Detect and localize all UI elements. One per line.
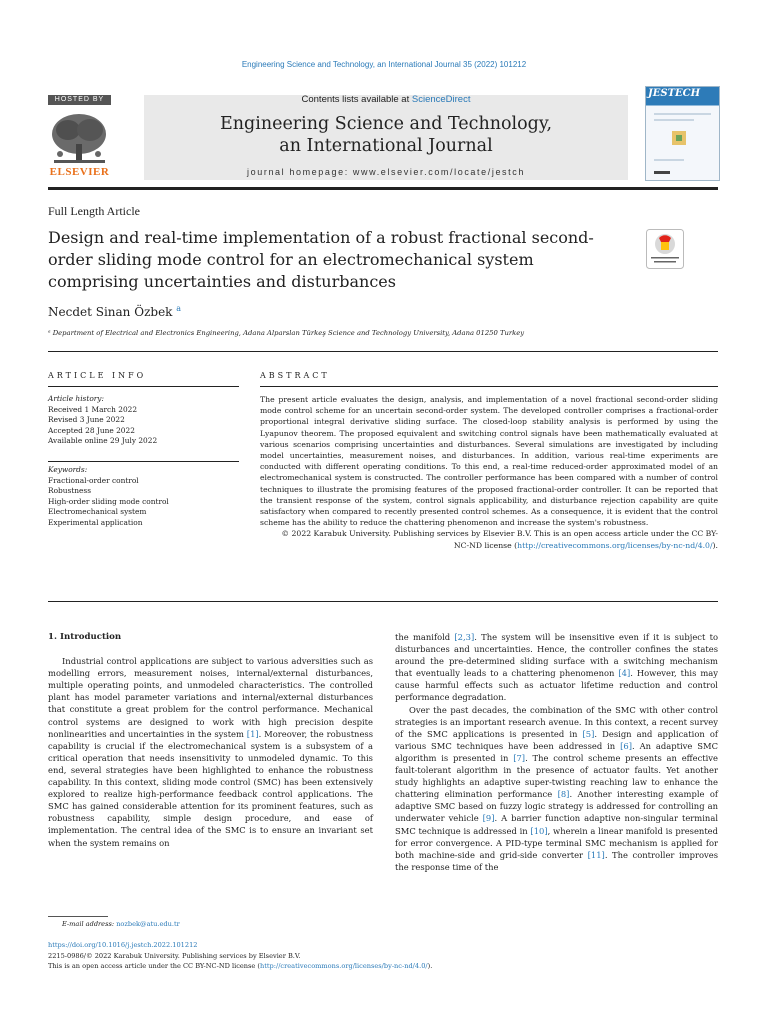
citation-link[interactable]: [4] [618,668,631,679]
keywords-list [48,465,239,528]
history-accepted: Accepted 28 June 2022 [48,425,135,435]
history-received: Received 1 March 2022 [48,404,138,414]
keyword-item: Fractional-order control [48,475,139,485]
article-info-divider [48,386,239,387]
abstract-heading: ABSTRACT [260,371,330,380]
header-divider [48,187,718,190]
citation-link[interactable]: [11] [587,849,605,860]
text-span: . A barrier function adaptive non-singular terminal SMC technique is addressed in [395,813,718,836]
keywords-divider [48,461,239,462]
text-span: . However, this may cause harmful effects such as actuator lifetime reduction and control performance degradation. [395,668,719,703]
email-label: E-mail address: [62,920,115,928]
citation-link[interactable]: [8] [557,789,570,800]
intro-p1-part-b: . Moreover, the robustness capability is crucial if the electromechanical system is a subsystem of a critical operation that needs insensitivity to unmodeled dynamic. To this end, several strategies have been highlighted to enhance the robustness capability. In this context, sliding mode control (SMC) has been extensively explored to realize high-performance feedback control applications. The SMC has gained considerable attention for its prominent features, such as robustness capability, simple design procedure, and ease of implementation. The central idea of the SMC is to ensure an invariant set when the system remains on [48,728,374,848]
journal-cover-image[interactable] [645,86,720,181]
issn-copyright-line: 2215-0986/© 2022 Karabuk University. Publishing services by Elsevier B.V. [48,951,301,960]
text-span: . Another interesting example of adaptive SMC based on fuzzy logic strategy is addressed for controlling an underwater vehicle [395,789,718,824]
intro-p1-part-a: Industrial control applications are subject to various adversities such as modelling errors, measurement noises, internal/external disturbances, multiple operating points, and unmodeled characteristics. The controlled plant has model parameter variations and internal/external disturbances that constitute a great problem for the control performance. Mechanical control systems are designed to work with high precision despite nonlinearities and uncertainties in the system [48,656,373,739]
abstract-license-suffix: ). [712,540,718,550]
article-title: Design and real-time implementation of a robust fractional second-order sliding mode control for an electromechanical system comprising uncertainties and disturbances [48,228,594,291]
keyword-item: Experimental application [48,517,143,527]
keyword-item: High-order sliding mode control [48,496,169,506]
citation-link[interactable]: [9] [482,813,495,824]
body-right-column [395,631,718,873]
journal-reference-link[interactable]: Engineering Science and Technology, an International Journal 35 (2022) 101212 [241,60,527,69]
article-type: Full Length Article [48,204,140,218]
abstract-license-link[interactable]: http://creativecommons.org/licenses/by-nc-nd/4.0/ [517,540,713,550]
footer-license-prefix: This is an open access article under the CC BY-NC-ND license ( [48,962,260,970]
footer-license-suffix: ). [427,962,433,970]
footnote-divider [48,916,108,917]
text-span: . The control scheme presents an effective fault-tolerant algorithm in the presence of actuator faults. Yet another study highlights an adaptive super-twisting reaching law to enhance the chattering elimination performance [395,752,718,800]
text-span: . An adaptive SMC algorithm is presented in [395,740,718,763]
abstract-license [260,528,718,550]
abstract-body [260,394,718,551]
contents-availability [144,94,628,105]
text-span: the manifold [395,632,455,642]
text-span: , wherein a linear manifold is presented for error convergence. A PID-type terminal SMC mechanism is applied for both machine-side and grid-side converter [395,825,718,860]
text-span: . The system will be insensitive even if it is subject to disturbances and uncertainties. Hence, the controller confines the states around the pre-determined sliding surface with a switching mechanism that eventually leads to a chattering phenomenon [395,632,718,679]
body-left-column [48,631,373,849]
citation-link[interactable]: [2,3] [454,632,475,642]
page-footer [48,940,718,972]
section-heading-introduction: 1. Introduction [48,632,122,642]
abstract-license-prefix: © 2022 Karabuk University. Publishing services by Elsevier B.V. This is an open access article under the CC BY-NC-ND license ( [281,529,718,550]
history-online: Available online 29 July 2022 [48,436,158,445]
abstract-text: The present article evaluates the design, analysis, and implementation of a novel fractional second-order sliding mode control scheme for an uncertain second-order system. The developed controller comprises a fractional-order proportional integral derivative sliding surface. The closed-loop stability analysis is performed by using the Lyapunov theorem. The proposed equivalent and switching control signals have been mathematically evaluated at various scenarios comprising uncertainties and disturbances. Several simulations are investigated by including model uncertainties, measurement noises, and disturbances. In addition, various real-time experiments are conducted with different operating conditions. To this end, a real-time reduced-order approximated model of an electromechanical system is constructed. The controller performance has been compared with a number of control techniques to illustrate the promising features of the proposed fractional-order controller. It can be reported that the transient response of the system, control signals applicability, and disturbance rejection capability are quite satisfactory when compared to recently presented control schemes. As a consequence, it is evident that the control scheme has the ability to reduce the chattering phenomenon and increase the system's robustness. [260,395,718,528]
intro-paragraph-1-continued [395,631,718,704]
abstract-bottom-divider [48,601,718,602]
citation-link[interactable]: [7] [513,752,526,763]
journal-title-line1: Engineering Science and Technology, [219,114,553,134]
check-for-updates-button[interactable] [646,229,684,269]
history-revised: Revised 3 June 2022 [48,415,125,424]
intro-paragraph-1 [48,655,373,849]
author-name [48,304,181,319]
article-info-heading: ARTICLE INFO [48,371,147,380]
journal-title [144,113,628,157]
hosted-by-label: HOSTED BY [48,95,111,105]
text-span: . The controller improves the response time of the [395,849,718,872]
footer-license-line [48,961,718,972]
journal-homepage[interactable]: journal homepage: www.elsevier.com/locate/jestch [247,167,525,177]
article-history-label: Article history: [48,394,104,403]
keywords-label: Keywords: [48,465,88,474]
contents-prefix: Contents lists available at [301,94,410,105]
keyword-item: Robustness [48,486,91,495]
text-span: . Design and application of various SMC techniques have been addressed in [395,728,719,751]
author-email-footnote [62,919,180,930]
affiliation-divider [48,351,718,352]
journal-title-line2: an International Journal [279,136,493,156]
author-affiliation-marker[interactable]: a [176,304,182,313]
keyword-item: Electromechanical system [48,507,147,516]
author-email-link[interactable]: nozbek@atu.edu.tr [116,920,180,928]
author-name-text: Necdet Sinan Özbek [48,305,173,319]
doi-link[interactable]: https://doi.org/10.1016/j.jestch.2022.101212 [48,941,198,949]
text-span: Over the past decades, the combination of the SMC with other control strategies is an important research avenue. In this context, a recent survey of the SMC applications is presented in [395,704,718,739]
article-history [48,394,239,447]
abstract-divider [260,386,718,387]
citation-link[interactable]: [1] [246,728,259,739]
author-affiliation: ᵃ Department of Electrical and Electronics Engineering, Adana Alparslan Türkeş Science and Technology University, Adana 01250 Turkey [48,329,525,337]
citation-link[interactable]: [10] [530,825,548,836]
citation-link[interactable]: [6] [620,740,632,751]
footer-license-link[interactable]: http://creativecommons.org/licenses/by-nc-nd/4.0/ [260,962,428,970]
sciencedirect-link[interactable]: ScienceDirect [411,94,471,105]
elsevier-wordmark: ELSEVIER [49,166,110,178]
cover-title: JESTECH [648,88,701,99]
citation-link[interactable]: [5] [582,728,595,739]
intro-paragraph-2 [395,704,718,873]
